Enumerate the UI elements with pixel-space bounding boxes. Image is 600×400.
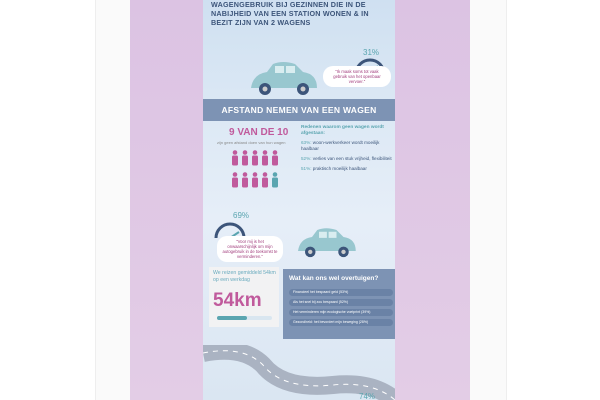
reason-text: woon-werkverkeer wordt moeilijk haalbaar (301, 140, 380, 151)
convince-item: Financieel het bespaard geld (53%) (289, 289, 393, 296)
person-icon (251, 172, 259, 188)
convince-item: Gezondheid: het bevordert mijn beweging (28%) (289, 319, 393, 326)
infographic-poster (203, 0, 395, 400)
car-icon (243, 60, 323, 100)
person-icon (241, 172, 249, 188)
person-icon (231, 150, 239, 166)
reasons-box (301, 125, 393, 176)
stat2-percent: 69% (233, 211, 250, 220)
stat2-quote: "Voor mij is het onwaarschijnlijk om mijn autogebruik in de toekomst te verminderen." (217, 236, 283, 262)
reasons-title: Redenen waarom geen wagen wordt afgestaan: (301, 125, 384, 136)
person-icon (261, 150, 269, 166)
stat3-percent: 74% (359, 392, 376, 400)
reason-text: verlies van een stuk vrijheid, flexibiliteit (312, 156, 392, 161)
car-icon (291, 226, 361, 262)
reason-percent: 63%: (301, 140, 312, 145)
daily-km: 54km (213, 290, 262, 311)
person-icon (231, 172, 239, 188)
distance-bar (217, 316, 272, 320)
reason-item (301, 140, 393, 152)
section-banner: AFSTAND NEMEN VAN EEN WAGEN (203, 99, 395, 121)
distance-bar-fill (217, 316, 247, 320)
person-icon (271, 172, 279, 188)
daily-distance-card (209, 267, 279, 327)
convince-title: Wat kan ons wel overtuigen? (289, 275, 379, 282)
poster-title: WAGENGEBRUIK BIJ GEZINNEN DIE IN DE NABIJHEID VAN EEN STATION WONEN & IN BEZIT ZIJN VAN 2 WAGENS (211, 0, 369, 27)
stat1-percent: 31% (363, 48, 380, 57)
daily-label: We reizen gemiddeld 54km op een werkdag (213, 270, 276, 283)
person-icon (251, 150, 259, 166)
person-icon (261, 172, 269, 188)
reason-item (301, 166, 393, 172)
person-icon (241, 150, 249, 166)
reason-percent: 51%: (301, 166, 312, 171)
survey-subtext: zijn geen afstand doen van hun wagen (217, 140, 286, 145)
survey-headline: 9 VAN DE 10 (229, 127, 289, 138)
reason-text: praktisch moeilijk haalbaar (312, 166, 367, 171)
convince-item: Het verminderen mijn ecologische voetprint (39%) (289, 309, 393, 316)
convince-item: Als het snel bij zou bespaard (52%) (289, 299, 393, 306)
reason-percent: 52%: (301, 156, 312, 161)
person-icon (271, 150, 279, 166)
stat1-quote: "Ik maak soms tot vaak gebruik van het openbaar vervoer." (323, 66, 391, 87)
convince-box (283, 269, 395, 339)
reason-item (301, 156, 393, 162)
